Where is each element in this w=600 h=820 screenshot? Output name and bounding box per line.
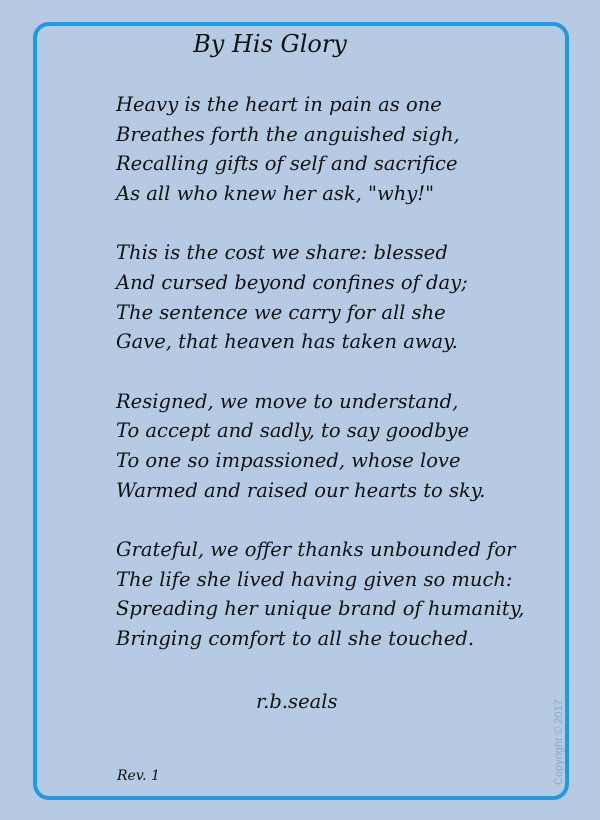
poem-line: Grateful, we offer thanks unbounded for xyxy=(116,538,516,562)
stanza-1 xyxy=(116,90,524,208)
poem-line: Heavy is the heart in pain as one xyxy=(116,93,442,116)
copyright-notice: Copyright © 2017 xyxy=(553,699,565,785)
poem-line: To accept and sadly, to say goodbye xyxy=(116,419,470,443)
poem-line: Gave, that heaven has taken away. xyxy=(116,330,458,354)
poem-title: By His Glory xyxy=(193,30,347,58)
revision-label: Rev. 1 xyxy=(117,768,160,784)
stanza-4 xyxy=(116,535,524,653)
poem-line: Resigned, we move to understand, xyxy=(116,389,459,413)
poem-line: Warmed and raised our hearts to sky. xyxy=(116,478,486,502)
poem-line: Recalling gifts of self and sacrifice xyxy=(116,152,458,176)
poem-body xyxy=(116,90,524,684)
stanza-3 xyxy=(116,387,524,505)
poem-line: The life she lived having given so much: xyxy=(116,567,513,591)
stanza-2 xyxy=(116,238,524,356)
poem-line: Breathes forth the anguished sigh, xyxy=(116,122,460,146)
poem-line: This is the cost we share: blessed xyxy=(116,241,448,265)
author-signature: r.b.seals xyxy=(256,690,338,713)
poem-line: And cursed beyond confines of day; xyxy=(116,270,468,294)
poem-line: The sentence we carry for all she xyxy=(116,300,446,324)
poem-line: Spreading her unique brand of humanity, xyxy=(116,597,525,621)
poem-line: Bringing comfort to all she touched. xyxy=(116,626,475,650)
poem-line: As all who knew her ask, "why!" xyxy=(116,181,435,205)
poem-line: To one so impassioned, whose love xyxy=(116,448,461,472)
